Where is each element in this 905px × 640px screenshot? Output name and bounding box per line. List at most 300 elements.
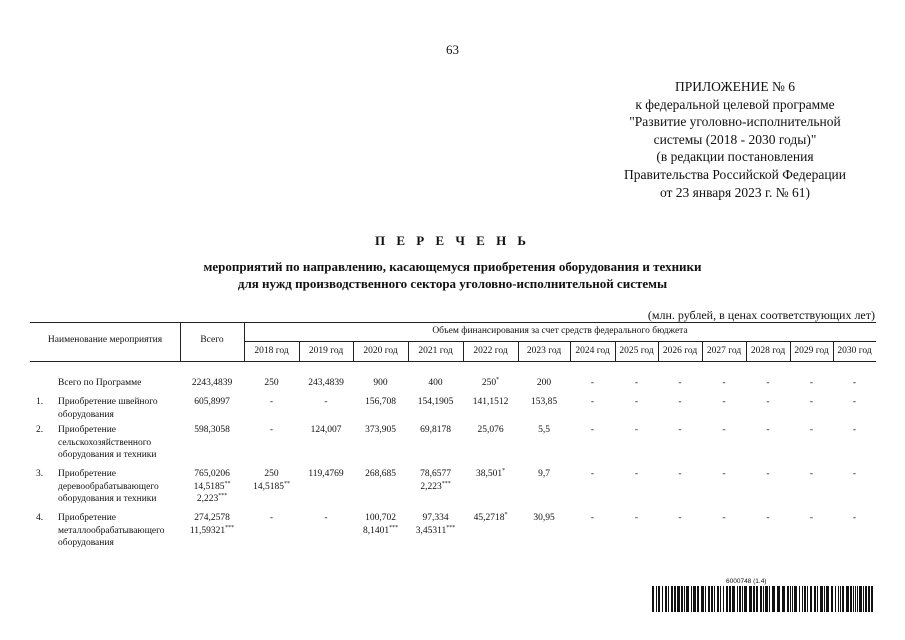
barcode-bar [756,586,758,612]
column-header-year: 2023 год [526,346,562,356]
barcode-bar [684,586,685,612]
cell-line [180,424,244,437]
barcode-bar [777,586,780,612]
barcode-bar [817,586,818,612]
cell-line [702,424,746,437]
cell-line [790,512,833,525]
cell-line [408,512,463,525]
cell-line [615,424,658,437]
cell-line [746,396,790,409]
cell-line [518,377,570,390]
cell-line [463,468,518,481]
cell-value: - [722,469,726,479]
cell-line [702,396,746,409]
barcode-bar [737,586,738,612]
cell-line [833,424,876,437]
cell-line [244,481,299,494]
cell-value: 11,59321 [189,525,226,536]
cell-line [353,512,408,525]
cell-value: 5,5 [538,425,550,435]
document-title: П Е Р Е Ч Е Н Ь [374,233,531,248]
column-header-name: Наименование мероприятия [47,335,163,345]
cell-year [833,377,876,390]
cell-line [746,512,790,525]
cell-line [244,377,299,390]
cell-line [299,377,353,390]
cell-line [408,525,463,538]
cell-line [702,512,746,525]
footnote-mark: * [496,376,500,383]
cell-value: - [852,425,857,435]
cell-value: - [766,397,770,407]
appendix-line: к федеральной целевой программе [635,96,835,112]
cell-line [615,377,658,390]
appendix-line: системы (2018 - 2030 годы)" [653,131,817,147]
cell-year [463,424,518,437]
cell-year [833,424,876,437]
row-number: 1. [36,397,44,407]
cell-line [570,396,615,409]
barcode-bar [763,586,764,612]
cell-line [790,396,833,409]
barcode-bar [787,586,789,612]
cell-value: - [809,469,814,479]
appendix-line: ПРИЛОЖЕНИЕ № 6 [674,79,796,94]
cell-value: - [809,513,814,523]
row-name: Приобретение деревообрабатывающего оборудования и техники [58,469,159,504]
cell-line [615,468,658,481]
row-name: Приобретение металлообрабатывающего оборудования [58,513,165,548]
cell-value: - [634,469,639,479]
cell-total [180,396,244,409]
cell-value: 598,3058 [194,425,230,435]
cell-value: 14,5185 [253,481,284,492]
column-header-year: 2019 год [308,346,344,356]
cell-line [570,468,615,481]
cell-value: 605,8997 [194,397,230,407]
barcode-bar [835,586,836,612]
barcode-bar [742,586,743,612]
cell-line [790,377,833,390]
appendix-line: (в редакции постановления [656,149,814,165]
barcode-bar [749,586,752,612]
cell-line [299,424,353,437]
cell-value: - [590,397,595,407]
cell-value: 3,45311 [415,525,447,536]
cell-line [518,424,570,437]
cell-year [408,512,463,537]
cell-year [408,468,463,493]
barcode-bar [723,586,724,612]
barcode-bar [720,586,721,612]
row-name: Приобретение швейного оборудования [58,397,158,420]
cell-line [353,377,408,390]
barcode-bar [729,586,731,612]
cell-line [790,468,833,481]
cell-line [244,512,299,525]
cell-value: 2,223 [420,481,442,492]
row-name: Всего по Программе [58,378,142,388]
page-number: 63 [446,42,459,57]
subtitle-line: мероприятий по направлению, касающемуся приобретения оборудования и техники [203,259,702,274]
cell-year [702,424,746,437]
barcode-bar [658,586,660,612]
barcode-bar [840,586,841,612]
cell-year [790,424,833,437]
barcode-bar [726,586,728,612]
cell-year [790,396,833,409]
cell-line [658,512,702,525]
cell-line [180,512,244,525]
cell-line [353,468,408,481]
cell-value: - [590,378,595,388]
cell-year [299,468,353,481]
cell-line [518,512,570,525]
cell-line [180,493,244,506]
row-name: Приобретение сельскохозяйственного оборудования и техники [58,425,157,460]
cell-year [244,512,299,525]
cell-line [463,512,518,525]
cell-value: - [766,378,770,388]
column-header-year: 2026 год [662,346,698,356]
cell-year [615,468,658,481]
barcode-bar [857,586,858,612]
cell-value: - [766,469,770,479]
barcode-bar [765,586,768,612]
cell-value: 2,223 [196,494,219,504]
column-header-year: 2022 год [473,346,508,356]
cell-value: - [722,378,726,388]
barcode-bar [868,586,870,612]
barcode-bar [711,586,713,612]
units-note: (млн. рублей, в ценах соответствующих лет) [647,308,875,322]
footnote-mark: ** [224,480,231,487]
cell-line [658,377,702,390]
cell-line [658,468,702,481]
cell-year [353,468,408,481]
cell-value: 400 [428,378,443,388]
cell-line [615,512,658,525]
cell-line [833,512,876,525]
cell-value: 97,334 [422,513,449,523]
row-number: 3. [36,469,44,479]
cell-year [746,512,790,525]
column-header-year: 2028 год [750,346,786,356]
cell-value: - [678,469,682,479]
cell-total [180,512,244,537]
cell-year [353,512,408,537]
barcode-bar [772,586,775,612]
cell-year [702,396,746,409]
cell-line [570,424,615,437]
cell-line [180,481,244,494]
cell-line [833,468,876,481]
cell-value: 45,2718 [473,513,505,523]
cell-year [518,512,570,525]
cell-value: - [678,425,682,435]
cell-year [518,468,570,481]
table-header [30,322,876,362]
cell-year [299,512,353,525]
cell-year [463,377,518,390]
barcode-bar [810,586,812,612]
appendix-line: Правительства Российской Федерации [624,166,846,182]
barcode-bar [850,586,852,612]
barcode-bar [792,586,793,612]
cell-line [299,468,353,481]
cell-year [570,424,615,437]
cell-value: - [852,378,857,388]
cell-year [570,512,615,525]
barcode [652,586,876,612]
cell-value: - [590,469,595,479]
cell-value: 250 [481,378,497,388]
cell-value: - [269,397,274,407]
cell-value: - [766,425,770,435]
appendix-line: "Развитие уголовно-исполнительной [629,114,841,130]
cell-value: 200 [536,378,552,388]
barcode-bar [782,586,785,612]
cell-line [353,424,408,437]
cell-line [180,396,244,409]
column-header-year: 2018 год [254,346,289,356]
cell-line [518,396,570,409]
barcode-bar [671,586,673,612]
cell-line [790,424,833,437]
cell-value: - [722,397,726,407]
barcode-bar [863,586,864,612]
column-header-year: 2024 год [575,346,610,356]
cell-year [833,396,876,409]
barcode-bar [846,586,849,612]
barcode-bar [865,586,867,612]
cell-year [658,468,702,481]
cell-value: 243,4839 [308,378,344,388]
barcode-bar [697,586,699,612]
barcode-bar [859,586,862,612]
barcode-bar [831,586,833,612]
cell-year [299,424,353,437]
cell-year [746,396,790,409]
cell-year [353,424,408,437]
cell-year [702,468,746,481]
cell-year [746,424,790,437]
cell-total [180,468,244,506]
footnote-mark: * [504,511,508,518]
cell-value: 69,8178 [420,425,451,435]
cell-line [702,468,746,481]
cell-value: 765,0206 [194,469,230,479]
barcode-bar [842,586,844,612]
barcode-bar [665,586,667,612]
footnote-mark: *** [218,492,228,499]
cell-year [353,396,408,409]
cell-value: 156,708 [365,397,396,407]
cell-line [833,396,876,409]
cell-year [570,468,615,481]
cell-year [658,396,702,409]
footnote-mark: *** [441,480,451,487]
cell-year [244,396,299,409]
barcode-bar [802,586,803,612]
cell-year [746,468,790,481]
cell-line [180,468,244,481]
cell-line [463,424,518,437]
cell-value: - [634,397,639,407]
barcode-bar [677,586,680,612]
cell-year [244,424,299,437]
barcode-bar [769,586,770,612]
barcode-bar [717,586,719,612]
cell-line [299,396,353,409]
barcode-bar [838,586,839,612]
barcode-bar [794,586,797,612]
footnote-mark: *** [225,524,235,531]
cell-year [615,512,658,525]
barcode-bar [714,586,715,612]
cell-value: 900 [373,378,388,388]
cell-year [518,377,570,390]
cell-value: - [324,397,328,407]
barcode-bar [681,586,683,612]
cell-year [615,396,658,409]
barcode-bar [871,586,873,612]
footnote-mark: *** [389,524,399,531]
cell-value: 124,007 [310,425,342,435]
barcode-bar [656,586,657,612]
cell-value: 38,501 [475,469,503,479]
barcode-bar [686,586,689,612]
cell-line [746,468,790,481]
cell-line [658,424,702,437]
cell-year [790,512,833,525]
cell-total [180,424,244,437]
cell-value: - [324,513,328,523]
barcode-bar [853,586,854,612]
cell-value: - [809,397,814,407]
cell-line [658,396,702,409]
column-header-year: 2021 год [418,346,453,356]
cell-line [833,377,876,390]
cell-year [408,424,463,437]
cell-value: - [634,425,639,435]
cell-value: - [269,425,274,435]
column-group-header: Объем финансирования за счет средств федерального бюджета [432,326,688,336]
cell-year [570,396,615,409]
barcode-bar [753,586,755,612]
cell-value: - [852,397,857,407]
footnote-mark: ** [283,480,290,487]
barcode-bar [760,586,762,612]
cell-year [570,377,615,390]
barcode-bar [807,586,808,612]
footnote-mark: *** [446,524,456,531]
cell-year [518,396,570,409]
row-number: 4. [36,513,44,523]
cell-value: - [269,513,274,523]
barcode-bar [701,586,704,612]
barcode-bar [708,586,710,612]
column-header-year: 2027 год [706,346,742,356]
cell-year [790,468,833,481]
cell-line [615,396,658,409]
cell-line [408,396,463,409]
column-header-year: 2025 год [619,346,654,356]
cell-year [299,377,353,390]
cell-year [658,424,702,437]
barcode-bar [693,586,696,612]
cell-line [244,468,299,481]
barcode-bar [744,586,747,612]
cell-line [746,424,790,437]
cell-year [702,512,746,525]
cell-value: 153,85 [530,397,558,407]
cell-line [180,377,244,390]
footnote-mark: * [502,467,506,474]
cell-line [408,481,463,494]
barcode-bar [652,586,654,612]
barcode-bar [804,586,806,612]
cell-line [408,424,463,437]
cell-value: 274,2578 [194,513,230,523]
cell-line [408,377,463,390]
cell-value: 100,702 [365,513,396,523]
cell-line [180,525,244,538]
cell-value: - [852,513,857,523]
cell-line [463,377,518,390]
cell-value: 119,4769 [308,469,344,479]
cell-line [746,377,790,390]
barcode-bar [826,586,829,612]
cell-year [408,377,463,390]
row-number: 2. [36,425,44,435]
cell-line [299,512,353,525]
document-subtitle [0,258,905,292]
barcode-label: 6000748 (1.4) [726,578,767,585]
cell-value: 8,1401 [362,525,390,536]
cell-value: - [678,378,682,388]
cell-value: 14,5185 [193,481,225,492]
cell-line [518,468,570,481]
cell-value: - [590,513,595,523]
cell-year [833,512,876,525]
cell-year [299,396,353,409]
cell-year [746,377,790,390]
barcode-bar [820,586,823,612]
cell-line [570,512,615,525]
cell-value: - [852,469,857,479]
cell-year [518,424,570,437]
cell-value: - [766,513,770,523]
column-header-year: 2030 год [837,346,872,356]
cell-value: - [678,397,682,407]
cell-year [408,396,463,409]
column-header-year: 2029 год [794,346,829,356]
cell-year [702,377,746,390]
barcode-bar [739,586,741,612]
barcode-bar [668,586,669,612]
cell-value: 9,7 [538,469,550,479]
cell-value: 25,076 [477,425,504,435]
cell-value: 250 [264,469,279,479]
cell-year [833,468,876,481]
cell-year [353,377,408,390]
cell-line [244,396,299,409]
barcode-bar [674,586,676,612]
cell-line [570,377,615,390]
barcode-bar [691,586,692,612]
cell-value: 268,685 [365,469,396,479]
